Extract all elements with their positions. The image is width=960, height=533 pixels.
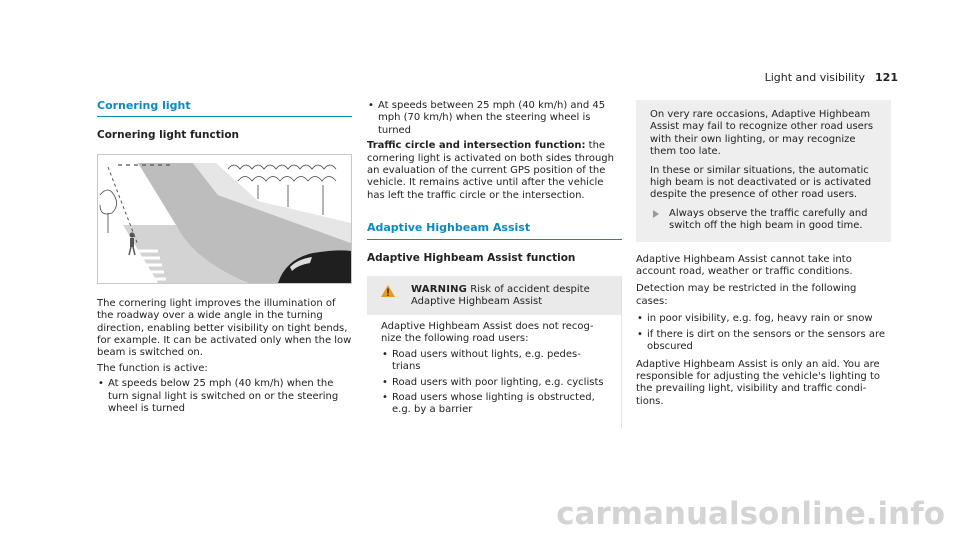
- detection-paragraph: Detection may be restricted in the following cases:: [636, 283, 857, 307]
- detection-cases-list: [636, 313, 891, 353]
- cornering-light-illustration: [97, 154, 352, 284]
- warning-description: Adaptive Highbeam Assist does not recog- nize the following road users:: [381, 320, 594, 345]
- note-action-text: Always observe the traffic carefully and switch off the high beam in good time.: [669, 207, 868, 232]
- traffic-circle-text: the cornering light is activated on both sides through an evaluation of the current GPS position of the vehicle. It remains active until after the vehicle has left the traffic circle or the intersection.: [367, 140, 614, 201]
- list-item: • Road users without lights, e.g. pedes- trians: [381, 349, 611, 374]
- warning-text-line2: Adaptive Highbeam Assist: [411, 296, 543, 308]
- note-box: [636, 100, 891, 242]
- column-right: [636, 100, 891, 413]
- ahb-details: [636, 254, 891, 408]
- subtitle-ahb-function: Adaptive Highbeam Assist function: [367, 251, 576, 264]
- section-title-ahb: Adaptive Highbeam Assist: [367, 222, 622, 239]
- cornering-description: The cornering light improves the illumination of the roadway over a wide angle in the turning direction, enabling better visibility on tight bends, for example. It can be activated only when the low beam is switched on.: [97, 297, 352, 359]
- warning-body: [367, 315, 621, 428]
- column-middle: [367, 100, 622, 428]
- note-action: [650, 208, 879, 233]
- list-item: • in poor visibility, e.g. fog, heavy rain or snow: [636, 313, 891, 325]
- list-item: • Road users whose lighting is obstructed, e.g. by a barrier: [381, 392, 611, 417]
- limits-paragraph: Adaptive Highbeam Assist cannot take into account road, weather or traffic conditions.: [636, 253, 853, 278]
- arrow-right-icon: [653, 210, 659, 218]
- section-title-cornering: Cornering light: [97, 100, 352, 117]
- column-left: [97, 100, 352, 418]
- warning-text-line1: Risk of accident despite: [470, 284, 590, 296]
- function-active-intro: The function is active:: [97, 362, 208, 374]
- page-number: 121: [875, 71, 898, 84]
- traffic-circle-paragraph: [367, 140, 622, 202]
- note-paragraph-2: In these or similar situations, the automatic high beam is not deactivated or is activated despite the presence of other road users.: [650, 164, 872, 201]
- warning-triangle-icon: [381, 285, 395, 301]
- watermark-text: carmanualsonline.info: [556, 496, 945, 532]
- warning-label: WARNING: [411, 284, 468, 296]
- list-item: • if there is dirt on the sensors or the sensors are obscured: [636, 329, 891, 354]
- active-conditions-list: [97, 378, 352, 415]
- list-item: • Road users with poor lighting, e.g. cyclists: [381, 377, 611, 389]
- warning-box: [367, 276, 622, 428]
- section-name: Light and visibility: [764, 71, 866, 84]
- active-conditions-list-continued: [367, 100, 622, 137]
- aid-paragraph: Adaptive Highbeam Assist is only an aid. You are responsible for adjusting the vehicle's lighting to the prevailing light, visibility and traffic condi- tions.: [636, 358, 880, 407]
- page-header: [765, 71, 898, 84]
- unrecognized-road-users-list: [381, 349, 611, 417]
- subtitle-cornering-function: Cornering light function: [97, 129, 240, 142]
- warning-header: [367, 276, 621, 315]
- note-paragraph-1: On very rare occasions, Adaptive Highbeam Assist may fail to recognize other road users with their own lighting, or may recognize them too late.: [650, 109, 874, 158]
- traffic-circle-heading: Traffic circle and intersection function:: [367, 140, 586, 152]
- list-item: • At speeds below 25 mph (40 km/h) when the turn signal light is switched on or the steering wheel is turned: [97, 378, 352, 415]
- list-item: • At speeds between 25 mph (40 km/h) and 45 mph (70 km/h) when the steering wheel is turned: [367, 100, 622, 137]
